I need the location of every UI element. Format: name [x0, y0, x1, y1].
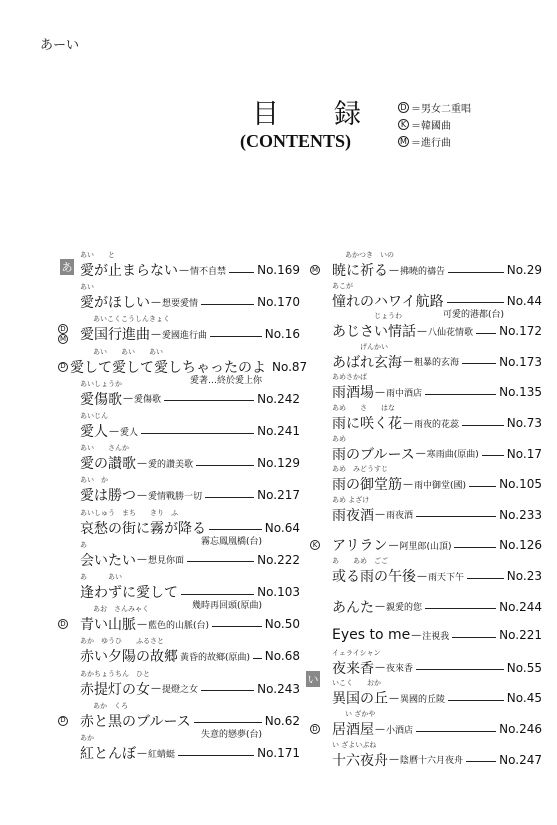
entry-ruby: イェライシャン	[332, 648, 381, 657]
entry-dash: —	[151, 328, 161, 340]
entry-leader	[452, 637, 496, 638]
entry-ruby: あい さんか	[80, 444, 129, 453]
entry-ruby: あい あい あい	[93, 347, 163, 356]
entry-dash: —	[388, 539, 399, 551]
entry-dash: —	[179, 264, 189, 276]
entry-line	[310, 750, 542, 770]
entry-note: 愛情戰勝一切	[148, 491, 203, 502]
entry-ruby: あかつき いの	[345, 251, 394, 259]
entry-number: No.73	[506, 416, 542, 430]
entry-line	[310, 260, 542, 280]
entry-title: 逢わずに愛して	[80, 585, 178, 601]
entry-title: アリラン	[332, 538, 388, 555]
entry-leader	[425, 394, 496, 395]
entry-leader	[416, 669, 504, 670]
entry-leader	[196, 465, 254, 466]
toc-entry[interactable]	[310, 587, 542, 617]
entry-line	[310, 658, 542, 678]
entry-title: 雨酒場	[332, 385, 374, 402]
entry-line	[310, 505, 542, 525]
entry-ruby: あめ	[332, 434, 346, 443]
entry-note: 夜來香	[386, 664, 414, 675]
header-range: あーい	[40, 38, 80, 53]
entry-note: 愛傷歌	[134, 395, 162, 406]
entry-ruby: げんかい	[332, 342, 388, 351]
entry-line	[58, 453, 300, 473]
entry-leader	[181, 594, 254, 595]
section-i: い	[307, 673, 319, 686]
entry-dash: —	[375, 386, 385, 398]
entry-note: 愛人	[120, 427, 139, 438]
entry-leader	[462, 425, 504, 426]
entry-leader	[425, 608, 496, 609]
entry-ruby: い ざかや	[345, 710, 376, 718]
entry-title: 暁に祈る	[332, 263, 388, 279]
entry-leader	[416, 516, 496, 517]
entry-ruby: あこが	[332, 281, 353, 290]
entry-title: 愛の讃歌	[80, 456, 136, 473]
entry-ruby: あい か	[80, 476, 108, 485]
entry-ruby: あかちょうちん ひと	[80, 669, 150, 678]
entry-dash: —	[389, 754, 399, 766]
entry-title: 哀愁の街に霧が降る	[80, 520, 206, 537]
entry-number: No.45	[506, 691, 542, 706]
entry-number: No.23	[506, 569, 542, 583]
entry-number: No.129	[257, 456, 300, 471]
entry-marks	[310, 540, 330, 550]
entry-title: 愛傷歌	[80, 391, 122, 408]
entry-note: 寒雨曲(原曲)	[426, 450, 479, 461]
entry-ruby: いこく おか	[332, 679, 381, 688]
category-mark-icon: D	[58, 619, 68, 629]
entry-number: No.170	[257, 295, 300, 310]
toc-entry[interactable]	[58, 636, 300, 666]
entry-ruby: あか くろ	[93, 701, 128, 710]
entry-leader	[194, 722, 262, 723]
legend-mark-icon: D	[398, 102, 409, 113]
entry-line	[310, 627, 542, 643]
entry-number: No.16	[264, 327, 300, 342]
entry-note: 愛國進行曲	[162, 330, 208, 341]
legend-march	[398, 134, 451, 149]
entry-dash: —	[137, 618, 147, 630]
entry-title: 会いたい	[80, 552, 136, 569]
entry-leader	[476, 333, 496, 334]
entry-title: 愛人	[80, 424, 108, 440]
entry-ruby: あい	[80, 283, 94, 292]
entry-ruby: じょうわ	[332, 312, 402, 321]
entry-number: No.103	[257, 585, 300, 599]
entry-line	[58, 743, 300, 763]
entry-number: No.29	[506, 263, 542, 277]
entry-number: No.243	[257, 681, 300, 696]
entry-number: No.105	[499, 477, 542, 492]
entry-leader	[448, 272, 504, 273]
category-mark-icon: D	[58, 362, 68, 372]
entry-title: 愛して愛して愛しちゃったのよ	[70, 359, 266, 376]
entry-title: 赤い夕陽の故郷	[80, 649, 178, 666]
entry-line	[310, 321, 542, 341]
toc-entry[interactable]	[310, 617, 542, 647]
toc-entry[interactable]	[58, 508, 300, 547]
entry-note: 親愛的您	[386, 603, 423, 614]
toc-entry[interactable]	[310, 740, 542, 770]
entry-subtitle: 失意的戀夢(台)	[200, 729, 262, 740]
entry-note: 阿里郎(山頂)	[399, 541, 452, 552]
toc-entry[interactable]	[310, 525, 542, 555]
category-mark-icon: M	[59, 334, 67, 343]
entry-marks	[58, 716, 78, 726]
section-a: あ	[61, 261, 73, 274]
entry-dash: —	[137, 489, 147, 501]
toc-entry[interactable]	[310, 342, 542, 372]
entry-line	[58, 614, 300, 634]
entry-subtitle: 幾時再回頭(原曲)	[191, 601, 262, 611]
entry-dash: —	[375, 601, 385, 613]
entry-line	[310, 382, 542, 402]
entry-ruby: あお さんみゃく	[93, 605, 149, 614]
entry-title: 或る雨の午後	[332, 569, 416, 585]
entry-line	[310, 474, 542, 494]
entry-line	[58, 646, 300, 666]
toc-entry[interactable]	[58, 282, 300, 312]
toc-entry[interactable]	[58, 250, 300, 280]
toc-entry[interactable]	[58, 733, 300, 763]
entry-dash: —	[137, 457, 147, 469]
entry-number: No.244	[499, 599, 542, 614]
entry-dash: —	[417, 325, 427, 337]
entry-note: 異國的丘陵	[400, 694, 446, 705]
entry-line	[310, 291, 542, 311]
entry-ruby: あいしゅう まち きり ふ	[80, 508, 178, 517]
entry-note: 雨中御堂(國)	[414, 480, 467, 491]
entry-leader	[454, 547, 496, 548]
entry-line	[58, 260, 300, 280]
entry-leader	[482, 455, 504, 456]
entry-number: No.247	[499, 752, 542, 767]
entry-leader	[141, 433, 254, 434]
toc-entry[interactable]	[310, 556, 542, 586]
entry-number: No.217	[257, 488, 300, 503]
entry-leader	[209, 529, 262, 530]
entry-note: 紅蜻蜓	[148, 749, 176, 760]
toc-entry[interactable]	[310, 372, 542, 402]
entry-number: No.50	[264, 617, 300, 632]
entry-marks	[58, 324, 78, 344]
entry-ruby: あ あめ ごご	[332, 557, 388, 565]
entry-line	[310, 444, 542, 464]
entry-ruby: あか ゆうひ ふるさと	[80, 637, 164, 646]
entry-leader	[447, 302, 504, 303]
legend-duet	[398, 100, 471, 115]
entry-title: 愛がほしい	[80, 295, 150, 312]
entry-note: 提燈之女	[162, 685, 199, 696]
toc-entry[interactable]	[310, 678, 542, 708]
entry-dash: —	[411, 629, 422, 641]
entry-title: あじさい情話	[332, 324, 416, 341]
toc-entry[interactable]	[310, 709, 542, 739]
entry-title: あんた	[332, 599, 374, 616]
entry-line	[58, 357, 308, 377]
entry-note: 情不自禁	[190, 266, 227, 277]
entry-title: あばれ玄海	[332, 354, 402, 371]
toc-entry[interactable]	[58, 540, 300, 570]
entry-line	[58, 485, 300, 505]
entry-leader	[178, 755, 254, 756]
entry-number: No.242	[257, 391, 300, 406]
entry-ruby: あ	[80, 540, 87, 549]
entry-leader	[462, 363, 496, 364]
entry-note: 雨夜的花蕊	[414, 419, 460, 430]
entry-dash: —	[137, 747, 147, 759]
entry-leader	[253, 658, 262, 659]
entry-marks	[310, 265, 330, 275]
toc-entry[interactable]	[58, 443, 300, 473]
entry-dash: —	[375, 723, 385, 735]
entry-number: No.173	[499, 354, 542, 369]
entry-number: No.135	[499, 385, 542, 400]
entry-number: No.221	[499, 628, 542, 643]
entry-title: 居酒屋	[332, 722, 374, 738]
toc-entry[interactable]	[310, 495, 542, 525]
entry-subtitle: 霧忘鳳凰橋(台)	[200, 536, 262, 547]
toc-entry[interactable]	[58, 379, 300, 409]
entry-title: 雨に咲く花	[332, 416, 402, 432]
entry-ruby: あめ さ はな	[332, 404, 395, 412]
entry-ruby: あいしょうか	[80, 379, 122, 388]
entry-number: No.64	[264, 520, 300, 535]
entry-ruby: あいこくこうしんきょく	[93, 315, 170, 324]
entry-line	[58, 582, 300, 602]
entry-number: No.172	[499, 324, 542, 339]
legend-text: ＝韓國曲	[411, 121, 451, 132]
entry-dash: —	[375, 662, 385, 674]
entry-dash: —	[403, 478, 413, 490]
entry-number: No.55	[506, 660, 542, 675]
entry-title: 赤と黒のブルース	[80, 713, 191, 730]
entry-line	[58, 518, 300, 538]
entry-dash: —	[415, 448, 426, 460]
entry-title: 赤提灯の女	[80, 681, 150, 698]
entry-note: 雨天下午	[428, 572, 465, 583]
entry-number: No.126	[499, 538, 542, 553]
entry-line	[310, 352, 542, 372]
toc-entry[interactable]	[310, 403, 542, 433]
entry-line	[310, 688, 542, 708]
entry-ruby: あめ よざけ	[332, 495, 370, 504]
entry-subtitle: 愛著…終於愛上你	[189, 375, 262, 386]
entry-number: No.222	[257, 552, 300, 567]
toc-entry[interactable]	[310, 464, 542, 494]
entry-dash: —	[123, 393, 133, 405]
toc-entry[interactable]	[58, 701, 300, 740]
entry-number: No.171	[257, 746, 300, 760]
toc-entry[interactable]	[310, 648, 542, 678]
entry-line	[58, 711, 300, 731]
entry-leader	[466, 761, 496, 762]
entry-line	[58, 679, 300, 699]
legend-text: ＝進行曲	[411, 138, 451, 149]
entry-number: No.62	[264, 713, 300, 728]
entry-line	[310, 597, 542, 617]
entry-note: 拂曉的禱告	[400, 266, 446, 277]
category-mark-icon: D	[58, 716, 68, 726]
entry-leader	[205, 497, 254, 498]
toc-entry[interactable]	[310, 434, 542, 464]
entry-line	[58, 421, 300, 441]
entry-note: 藍色的山脈(台)	[148, 620, 210, 631]
toc-entry[interactable]	[58, 669, 300, 699]
entry-ruby: あめさかば	[332, 373, 367, 382]
entry-marks	[310, 724, 330, 734]
entry-number: No.87	[272, 359, 308, 374]
entry-number: No.169	[257, 263, 300, 277]
entry-leader	[448, 700, 504, 701]
entry-leader	[416, 731, 496, 732]
entry-line	[310, 413, 542, 433]
entry-ruby: あか	[80, 734, 94, 742]
entry-subtitle: 可愛的港都(台)	[442, 309, 504, 320]
entry-ruby: い ざよいぶね	[332, 740, 377, 749]
entry-title: 紅とんぼ	[80, 746, 136, 762]
entry-ruby: あいじん	[80, 412, 108, 420]
toc-entry[interactable]	[58, 411, 300, 441]
entry-marks	[58, 619, 78, 629]
entry-leader	[201, 304, 254, 305]
entry-title: 愛は勝つ	[80, 488, 136, 505]
entry-number: No.233	[499, 507, 542, 522]
entry-dash: —	[403, 356, 413, 368]
entry-note: 黃昏的故鄉(原曲)	[180, 652, 251, 663]
entry-note: 雨中酒店	[386, 388, 423, 399]
entry-line	[310, 566, 542, 586]
category-mark-icon: D	[310, 724, 320, 734]
entry-dash: —	[403, 417, 413, 429]
entry-note: 粗暴的玄海	[414, 358, 460, 369]
entry-dash: —	[109, 425, 119, 437]
page-subtitle: (CONTENTS)	[240, 131, 352, 151]
entry-note: 雨夜酒	[386, 511, 414, 522]
entry-note: 想見你面	[148, 556, 185, 567]
entry-title: 青い山脈	[80, 617, 136, 634]
entry-title: 雨夜酒	[332, 507, 374, 524]
legend-mark-icon: K	[398, 119, 409, 130]
entry-leader	[201, 690, 254, 691]
toc-entry[interactable]	[58, 475, 300, 505]
entry-title: 異国の丘	[332, 691, 388, 708]
entry-dash: —	[151, 296, 161, 308]
entry-title: 雨の御堂筋	[332, 477, 402, 494]
entry-leader	[469, 486, 496, 487]
entry-title: 愛が止まらない	[80, 263, 178, 279]
entry-dash: —	[417, 570, 427, 582]
entry-number: No.68	[264, 649, 300, 664]
entry-title: Eyes to me	[332, 627, 411, 644]
entry-note: 愛的讚美歌	[148, 459, 194, 470]
entry-dash: —	[137, 554, 147, 566]
entry-leader	[187, 561, 254, 562]
entry-note: 想要愛情	[162, 298, 199, 309]
entry-title: 憧れのハワイ航路	[332, 293, 444, 310]
toc-entry[interactable]	[58, 604, 300, 634]
entry-title: 十六夜舟	[332, 752, 388, 769]
entry-note: 陰曆十六月夜舟	[400, 756, 464, 767]
entry-leader	[467, 578, 504, 579]
entry-number: No.246	[499, 722, 542, 736]
entry-dash: —	[389, 692, 399, 704]
toc-entry[interactable]	[310, 311, 542, 341]
entry-ruby: あい と	[80, 251, 115, 259]
entry-note: 注視我	[422, 631, 450, 642]
category-mark-icon: D	[58, 324, 68, 334]
legend-mark-icon: M	[398, 136, 409, 147]
entry-marks	[58, 362, 68, 372]
entry-ruby: あ あい	[80, 573, 122, 581]
entry-line	[58, 389, 300, 409]
entry-leader	[210, 336, 262, 337]
entry-number: No.17	[506, 446, 542, 461]
entry-note: 八仙花情歌	[428, 327, 474, 338]
entry-line	[310, 535, 542, 555]
legend-text: ＝男女二重唱	[411, 104, 471, 115]
entry-dash: —	[389, 264, 399, 276]
entry-line	[58, 550, 300, 570]
entry-note: 小酒店	[386, 725, 414, 736]
entry-number: No.44	[506, 293, 542, 308]
entry-leader	[164, 400, 254, 401]
entry-number: No.241	[257, 424, 300, 438]
legend-korean	[398, 117, 451, 132]
category-mark-icon: K	[310, 540, 320, 550]
toc-entry[interactable]	[58, 314, 300, 344]
entry-leader	[229, 272, 254, 273]
entry-ruby: あめ みどうすじ	[332, 465, 388, 474]
toc-entry[interactable]	[310, 250, 542, 280]
entry-line	[58, 292, 300, 312]
page-title: 目 録	[252, 99, 375, 130]
entry-title: 夜来香	[332, 660, 374, 677]
entry-line	[310, 719, 542, 739]
entry-dash: —	[375, 509, 385, 521]
entry-title: 雨のブルース	[332, 446, 415, 463]
entry-line	[58, 324, 300, 344]
entry-title: 愛国行進曲	[80, 327, 150, 344]
entry-dash: —	[151, 683, 161, 695]
entry-leader	[212, 626, 262, 627]
category-mark-icon: M	[311, 265, 319, 274]
